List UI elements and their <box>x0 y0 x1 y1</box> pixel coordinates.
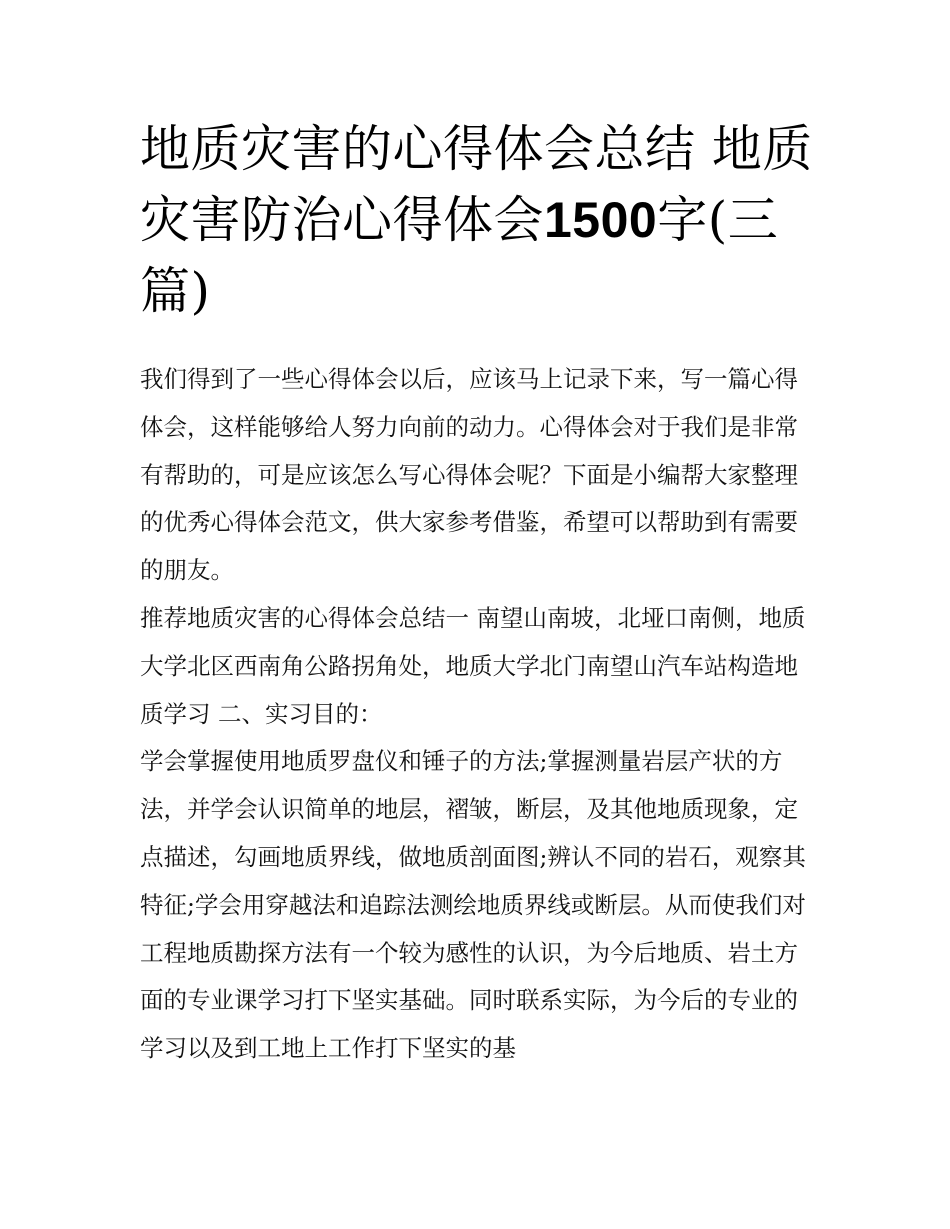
document-title <box>140 114 820 327</box>
document-body <box>140 356 816 1073</box>
paragraph-objectives: 学会掌握使用地质罗盘仪和锤子的方法;掌握测量岩层产状的方法，并学会认识简单的地层，褶皱，断层，及其他地质现象，定点描述，勾画地质界线，做地质剖面图;辨认不同的岩石，观察其特征;学会用穿越法和追踪法测绘地质界线或断层。从而使我们对工程地质勘探方法有一个较为感性的认识，为今后地质、岩土方面的专业课学习打下坚实基础。同时联系实际，为今后的专业的学习以及到工地上工作打下坚实的基 <box>140 747 806 1063</box>
paragraph-intro: 我们得到了一些心得体会以后，应该马上记录下来，写一篇心得体会，这样能够给人努力向前的动力。心得体会对于我们是非常有帮助的，可是应该怎么写心得体会呢？下面是小编帮大家整理的优秀心得体会范文，供大家参考借鉴，希望可以帮助到有需要的朋友。 <box>140 365 798 585</box>
paragraph-location: 推荐地质灾害的心得体会总结一 南望山南坡，北垭口南侧，地质大学北区西南角公路拐角处，地质大学北门南望山汽车站构造地质学习 二、实习目的： <box>140 603 806 728</box>
title-text-part1: 地质灾害的心得体会总结 地质灾害防治心得体会 <box>140 120 813 249</box>
title-number: 1500 <box>544 192 658 248</box>
title-text-part2: 字(三篇) <box>140 191 779 320</box>
